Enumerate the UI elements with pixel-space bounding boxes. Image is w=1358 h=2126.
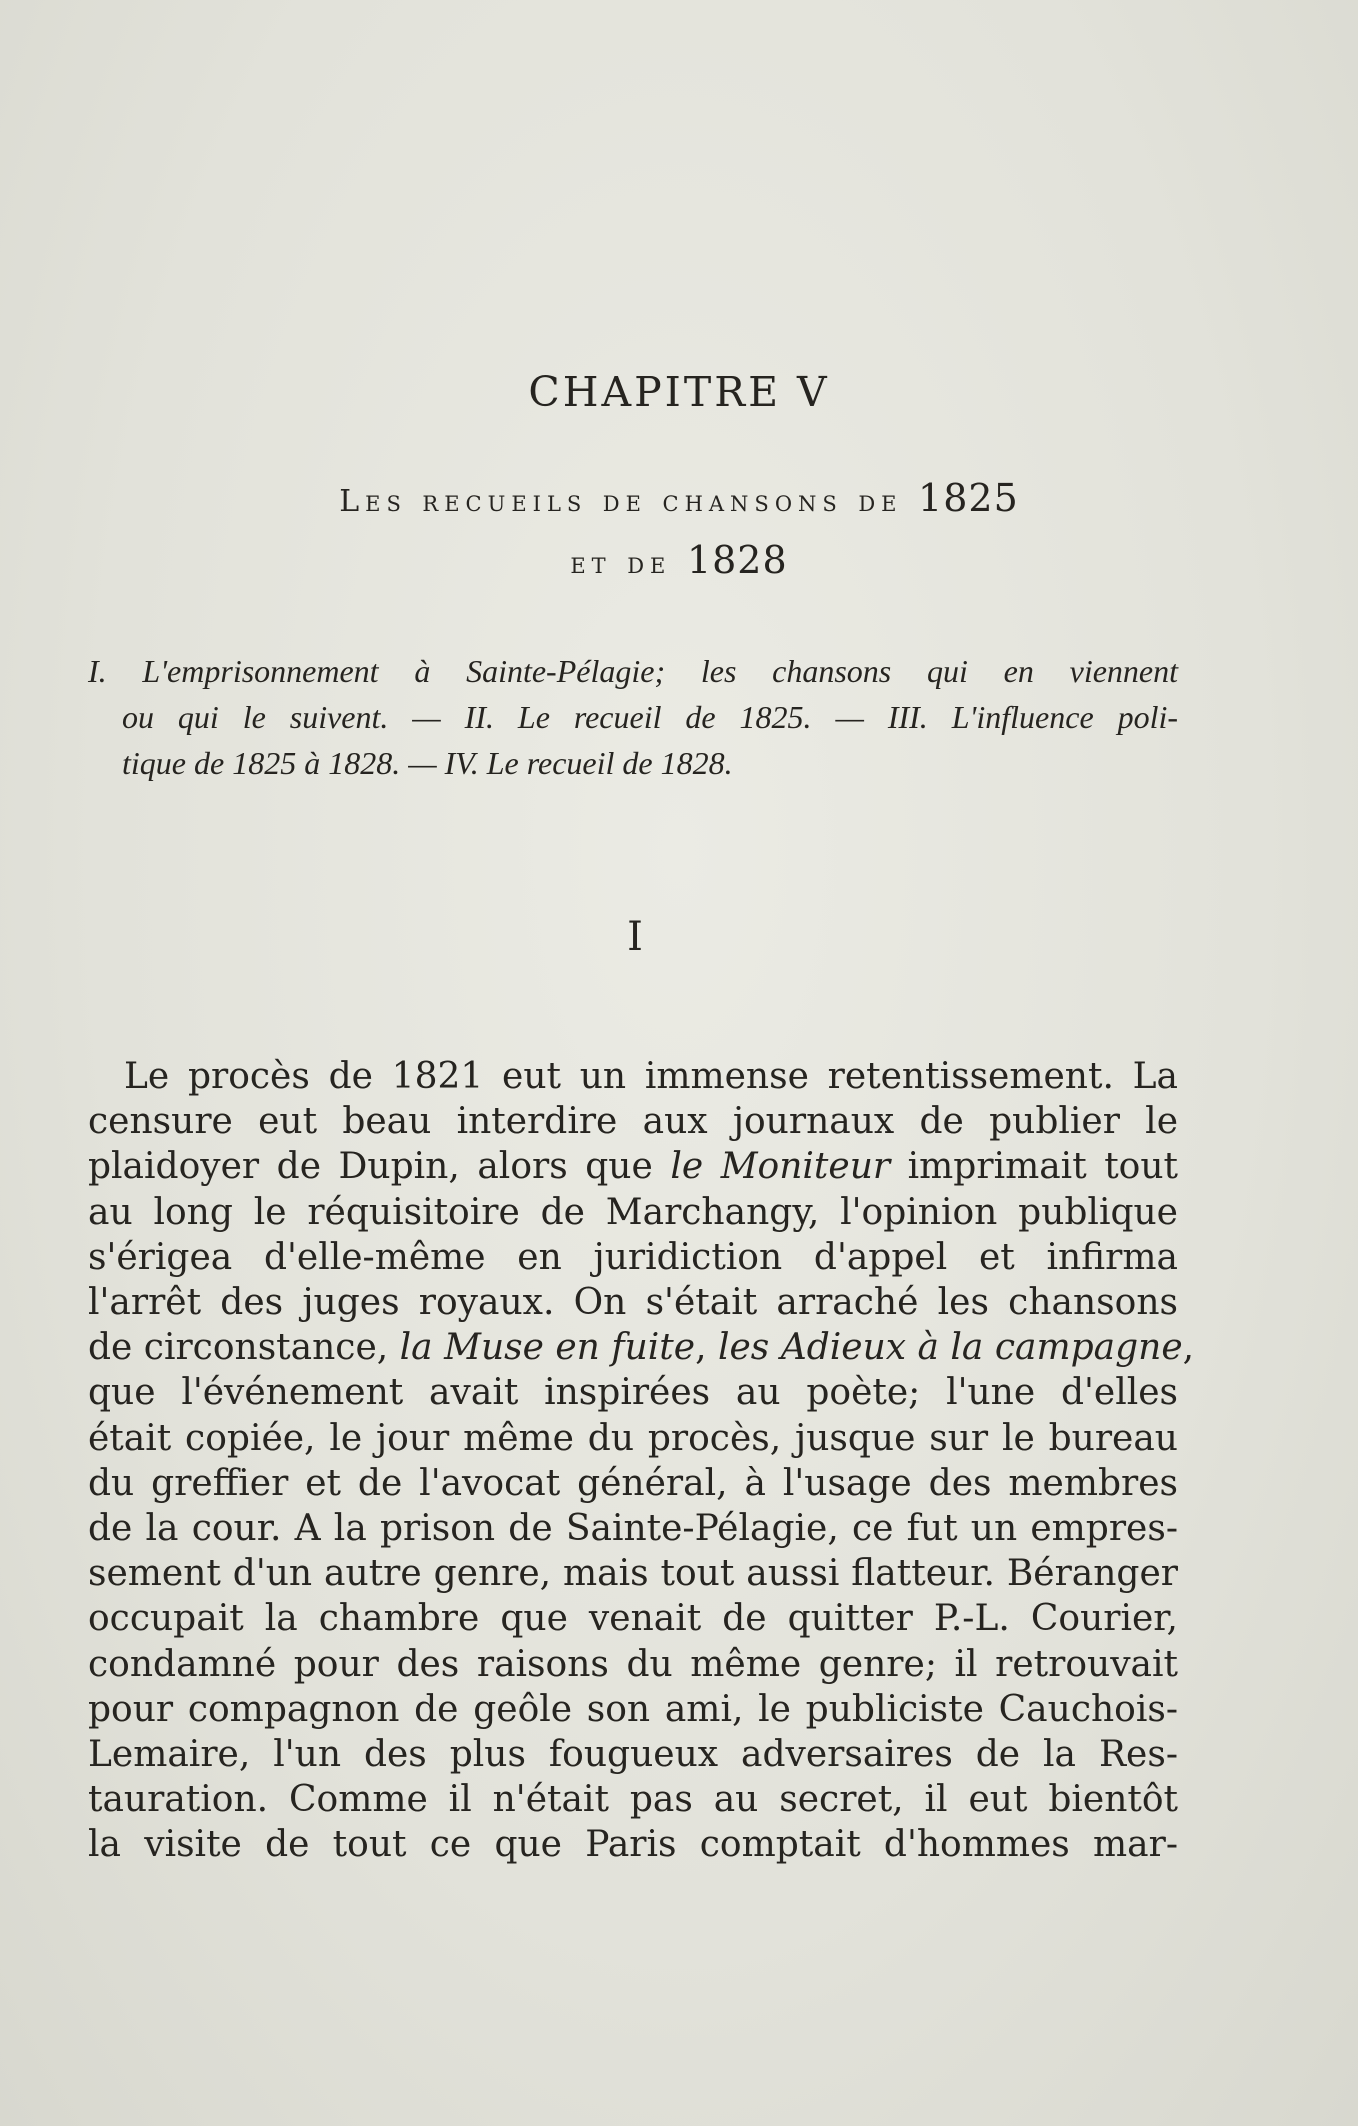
body-line: tauration. Comme il n'était pas au secret, il eut bientôt (88, 1779, 1178, 1821)
body-line: que l'événement avait inspirées au poète; l'une d'elles (88, 1372, 1178, 1414)
chapter-title: CHAPITRE V (528, 368, 830, 416)
body-italic-run: les Adieux à la campagne (717, 1327, 1183, 1369)
body-text-run: de circonstance, (88, 1327, 400, 1369)
body-line (88, 1325, 1195, 1370)
body-text-run: , (1182, 1327, 1195, 1369)
body-italic-run: le Moniteur (670, 1146, 891, 1188)
chapter-subtitle-year-2: 1828 (686, 538, 788, 582)
body-line: la visite de tout ce que Paris comptait d'hommes mar- (88, 1824, 1178, 1866)
section-numeral: I (627, 914, 643, 960)
body-italic-run: la Muse en fuite (399, 1327, 696, 1369)
chapter-subtitle-text-1: Les recueils de chansons de (339, 484, 903, 519)
body-line: au long le réquisitoire de Marchangy, l'opinion publique (88, 1191, 1178, 1233)
summary-line: ou qui le suivent. — II. Le recueil de 1825. — III. L'influence poli- (122, 699, 1178, 735)
body-line: occupait la chambre que venait de quitter P.-L. Courier, (88, 1598, 1178, 1640)
summary-line: I. L'emprisonnement à Sainte-Pélagie; les chansons qui en viennent (88, 653, 1178, 689)
chapter-subtitle-line-1 (0, 476, 1358, 520)
chapter-subtitle-year-1: 1825 (918, 476, 1019, 520)
body-line: était copiée, le jour même du procès, jusque sur le bureau (88, 1417, 1178, 1459)
body-text-run: imprimait tout (890, 1146, 1179, 1188)
body-paragraph (88, 1054, 1195, 1868)
body-line: du greffier et de l'avocat général, à l'usage des membres (88, 1462, 1178, 1504)
body-line (88, 1144, 1178, 1189)
body-line: s'érigea d'elle-même en juridiction d'appel et infirma (88, 1236, 1178, 1278)
body-text-run: plaidoyer de Dupin, alors que (88, 1146, 671, 1188)
chapter-subtitle-text-2: et de (570, 546, 672, 581)
summary-line: tique de 1825 à 1828. — IV. Le recueil de 1828. (122, 745, 733, 781)
body-line: condamné pour des raisons du même genre; il retrouvait (88, 1643, 1178, 1685)
body-line: l'arrêt des juges royaux. On s'était arraché les chansons (88, 1282, 1178, 1324)
chapter-subtitle-line-2 (0, 538, 1358, 582)
body-text-run: , (695, 1327, 718, 1369)
body-line: censure eut beau interdire aux journaux de publier le (88, 1101, 1178, 1143)
body-line: sement d'un autre genre, mais tout aussi flatteur. Béranger (88, 1553, 1178, 1595)
body-line: de la cour. A la prison de Sainte-Pélagie, ce fut un empres- (88, 1508, 1178, 1550)
chapter-summary (88, 648, 1178, 786)
body-line: Lemaire, l'un des plus fougueux adversaires de la Res- (88, 1734, 1178, 1776)
body-line: pour compagnon de geôle son ami, le publiciste Cauchois- (88, 1688, 1178, 1730)
body-line: Le procès de 1821 eut un immense retentissement. La (124, 1056, 1178, 1097)
